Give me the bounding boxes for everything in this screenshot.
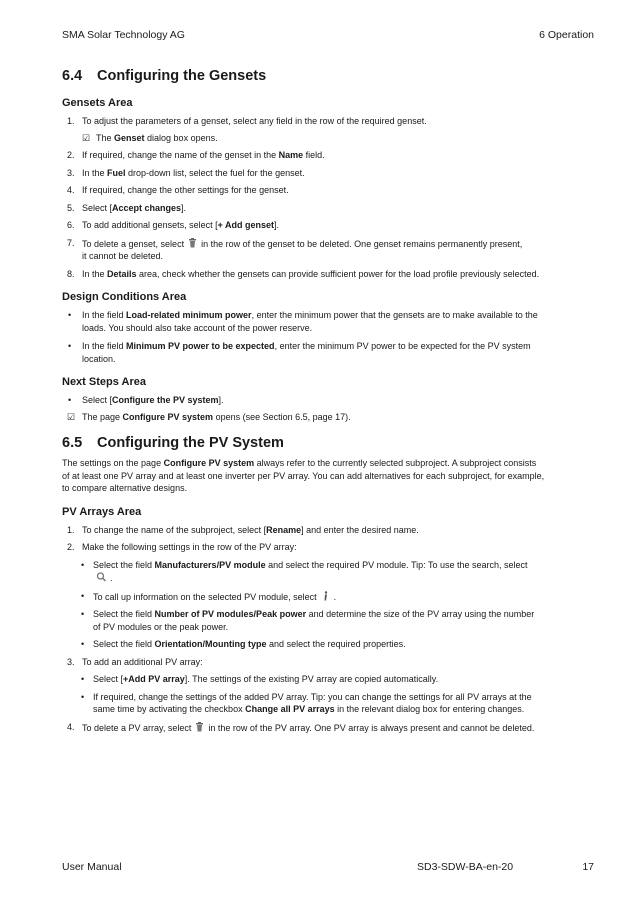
trash-icon: [194, 722, 205, 732]
gensets-step-8: 8. In the Details area, check whether the gensets can provide sufficient power for the load profile previously selected.: [67, 268, 540, 279]
pv-step-2: 2. Make the following settings in the row of the PV array:: [67, 542, 297, 552]
pv-step-2-bullet-2: • To call up information on the selected PV module, select .: [81, 590, 337, 602]
gensets-step-1: 1. To adjust the parameters of a genset, select any field in the row of the required genset.: [67, 116, 427, 126]
gensets-step-5: 5. Select [Accept changes].: [67, 202, 187, 213]
next-steps-result-1: ☑ The page Configure PV system opens (see Section 6.5, page 17).: [67, 411, 351, 422]
check-icon: ☑: [82, 132, 91, 143]
section-6-5-intro: The settings on the page Configure PV system always refer to the currently selected subproject. A subproject consists of at least one PV array and at least one inverter per PV array. You can add alternatives for each subproject, for example, to compare alternative designs.: [62, 458, 545, 493]
gensets-step-4: 4. If required, change the other settings for the genset.: [67, 185, 289, 195]
design-conditions-heading: Design Conditions Area: [62, 291, 187, 303]
next-steps-heading: Next Steps Area: [62, 376, 146, 388]
gensets-result-1: ☑ The Genset dialog box opens.: [82, 132, 218, 143]
footer-manual: User Manual: [62, 861, 122, 873]
check-icon: ☑: [67, 411, 76, 422]
pv-step-2-bullet-3: • Select the field Number of PV modules/Peak power and determine the size of the PV array using the number of PV modules or the peak power.: [81, 609, 535, 632]
footer-doc-id: SD3-SDW-BA-en-20: [417, 861, 514, 873]
pv-step-2-bullet-4: • Select the field Orientation/Mounting type and select the required properties.: [81, 639, 406, 649]
design-bullet-1: • In the field Load-related minimum power, enter the minimum power that the gensets are to make available to the loads. You should also take account of the power reserve.: [68, 310, 538, 333]
pv-step-2-bullet-1: • Select the field Manufacturers/PV module and select the required PV module. Tip: To use the search, select .: [81, 559, 528, 583]
pv-step-3: 3. To add an additional PV array:: [67, 656, 203, 667]
page-footer: [62, 861, 594, 875]
footer-page-number: 17: [582, 861, 594, 873]
pv-step-3-bullet-2: • If required, change the settings of the added PV array. Tip: you can change the settings for all PV arrays at the same time by activating the checkbox Change all PV arrays in the relevant dialog box for entering changes.: [81, 691, 532, 714]
page-header: [62, 29, 594, 43]
gensets-step-7: 7. To delete a genset, select in the row of the genset to be deleted. One genset remains permanently present, it cannot be deleted.: [67, 237, 523, 261]
pv-step-3-bullet-1: • Select [+Add PV array]. The settings of the existing PV array are copied automatically.: [81, 674, 439, 684]
info-icon: [320, 591, 331, 601]
gensets-step-2: 2. If required, change the name of the genset in the Name field.: [67, 150, 325, 160]
next-steps-bullet-1: • Select [Configure the PV system].: [68, 395, 224, 405]
trash-icon: [187, 238, 198, 248]
pv-step-4: 4. To delete a PV array, select in the row of the PV array. One PV array is always present and cannot be deleted.: [67, 721, 535, 733]
header-chapter: 6 Operation: [539, 29, 594, 41]
page-content: [62, 66, 594, 734]
pv-step-1: 1. To change the name of the subproject, select [Rename] and enter the desired name.: [67, 524, 419, 535]
pv-arrays-heading: PV Arrays Area: [62, 505, 142, 518]
gensets-step-6: 6. To add additional gensets, select [+ Add genset].: [67, 220, 280, 230]
section-6-4-title: 6.4 Configuring the Gensets: [62, 68, 267, 84]
gensets-step-3: 3. In the Fuel drop-down list, select the fuel for the genset.: [67, 167, 305, 178]
gensets-area-heading: Gensets Area: [62, 97, 133, 109]
search-icon: [96, 572, 107, 582]
section-6-5-title: 6.5 Configuring the PV System: [62, 435, 284, 451]
design-bullet-2: • In the field Minimum PV power to be expected, enter the minimum PV power to be expected for the PV system location.: [68, 341, 531, 364]
header-company: SMA Solar Technology AG: [62, 29, 185, 41]
